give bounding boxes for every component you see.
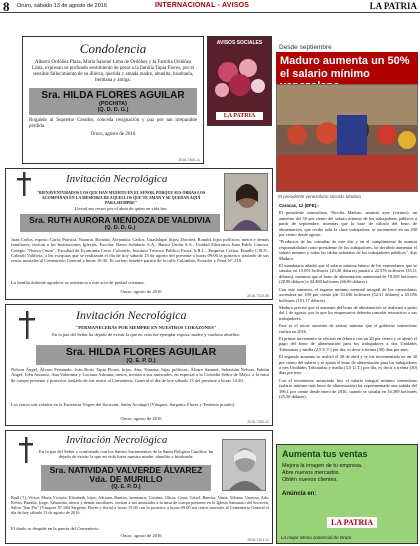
notice-lead: En la paz del Señor ha dejado de existir la que en vida fue ejemplar esposa, madre y cariñosa abuelita: [52, 332, 240, 337]
promo-line: Obtén nuevos clientes. [282, 477, 338, 483]
news-paragraph: El segundo aumento se realizó el 30 de abril y se fue incrementado en un 30 por ciento del salario y se ajustó el bono de alimentación para los trabajadores a tres Unidades Tributarias y media (3,5 U.T.) por día, es decir a treinta (30) días por mes. [279, 354, 417, 376]
notice-title: Invitación Necrológica [66, 434, 168, 446]
social-ads-banner[interactable] [207, 36, 272, 126]
news-headline[interactable]: Maduro aumenta un 50% el salario mínimo [276, 52, 418, 96]
notice-place: Oruro, agosto de 2016 [120, 416, 162, 421]
promo-title: Aumenta tus ventas [282, 449, 368, 459]
promo-slogan: La mejor vitrina comercial de Oruro [281, 535, 352, 540]
notice-code: 2016-7330-12 [247, 420, 269, 424]
news-paragraph: "Productos de las consultas de este día, y en el cumplimiento de nuestra responsabilidad como presidente de los trabajadores, he decidido aumentar el salario mínimo y todas las tablas salariales de los trabajadores públicos", dijo Maduro. [279, 239, 417, 261]
cross-icon [18, 437, 34, 463]
obituary-flores [5, 304, 273, 426]
promo-logo: LA PATRIA [327, 517, 377, 528]
cross-icon [16, 172, 32, 196]
notice-note: El duelo se despide en la puerta del Cementerio. [11, 526, 100, 531]
qddg: (Q. D. D. G.) [104, 225, 136, 231]
portrait-image [223, 440, 266, 491]
header-date: Oruro, sábado 13 de agosto de 2016 [17, 3, 107, 9]
notice-code: 2016-7310-35 [247, 294, 269, 298]
news-paragraph: El mandatario añadió que el salario mínimo básico de los venezolanos que se situaba en 15.051 bolívares (23,40 dólares) pasará a 22.576 bolívares (35,11 dólares), mientras que el bono de alimentación aumentará de 18.585 bolívares (28,90 dólares) a 42.480 bolívares (66,06 dólares). [279, 263, 417, 285]
banner-label: AVISOS SOCIALES [216, 40, 263, 46]
deceased-name: Sra. NATIVIDAD VALVERDE ÁLVAREZ Vda. DE MURILLO [49, 465, 203, 484]
advertising-promo[interactable] [276, 444, 418, 544]
obituary-mendoza [5, 168, 273, 300]
photo-caption: El presidente venezolano Nicolás Maduro [278, 194, 362, 199]
news-paragraph: Maduro precisó que el aumento del bono de alimentación se realizará a partir del 1 de agosto, por lo que los empresarios deberán cancelar retroactivo a sus trabajadores. [279, 304, 417, 321]
news-kicker: Desde septiembre [279, 44, 332, 51]
notice-body: Juan Carlos, esposo; Carla, Patricia, Nazaria, Ricardo, Alejandra, Carlos, Guadalupe, hijos; Dorotea, Ronald, hijos políticos; nietos y demás familiares, invitan a las Instituciones Iglesias, Escolar, Bases Solidario S.A., Banco Unión S.A., Unidad Educativa Juan Pablo Canova, Colegio "Nueva Oruro", Facultad de Economía Cerro Colorado, Instituto Técnico Público Prosa, S.R.L., Empresa Cotiza, Emalle C.B.N., Cabirali Valdivia, a las exequias que se realizarán el día de hoy sábado 13 de agosto del presente a horas 09:00 la posterior traslado de sus restos mortales al Cementerio General a horas 10:30. El cortejo fúnebre partirá de la calle Colombia, Ecuador y Petot N° 218. [11, 237, 269, 264]
notice-title: Invitación Necrológica [66, 173, 168, 185]
deceased-photo [224, 173, 268, 231]
newspaper-logo: LA PATRIA [369, 1, 417, 11]
notice-lead: Llevad sus restos por el alma de quien en vida fue: [74, 206, 168, 211]
qepd: (Q. E. P. D.) [126, 358, 156, 364]
deceased-photo [222, 439, 266, 491]
portrait-image [225, 174, 268, 231]
news-photo [276, 84, 418, 192]
page-header [0, 0, 420, 13]
qddg: (Q. D. D. G.) [97, 107, 129, 113]
banner-brand: LA PATRIA [216, 112, 263, 120]
notice-body: Alberto Ordóñez Plaza, María Salomé Lima de Ordóñez y la Familia Ordóñez Lima, expresan su profundo sentimiento de pesar a la familia Tapia Flores, por el sensible fallecimiento de su dilecta, querida y amada madre, abuelita, bisabuela, hermana y amiga: [31, 60, 195, 83]
cross-icon [18, 311, 36, 339]
promo-line: Abre nuevos mercados. [282, 470, 341, 476]
notice-place: Oruro, agosto de 2016 [120, 289, 162, 294]
notice-quote: "BIENAVENTURADOS LOS QUE HAN MUERTO EN EL SEÑOR, PORQUE SUS OBRAS LOS ACOMPAÑAN EN LA MEMORIA DE AQUELLOS QUE TE AMAN Y SE QUEDAN AQUÍ PARA SIEMPRE" [36, 190, 206, 205]
promo-cta: Anúncia en: [282, 491, 317, 497]
notice-note: La familia doliente agradece su asistencia a este acto de piedad cristiana. [11, 280, 145, 285]
notice-footer: Rogando al Supremo Creador, conceda resignación y paz por tan irreparable pérdida. [29, 118, 197, 129]
name-band [20, 214, 220, 232]
notice-lead: En la paz del Señor y confortado con los Santos Sacramentos de la Santa Religión Católica, ha dejado de existir la que en vida fuera nuestra madre, abuelita y bisabuela: [39, 449, 213, 460]
news-paragraph: Con el incremento anunciado hoy el salario integral mínimo venezolano (salario mínimo más bono de alimentación) ha experimentado una subida del 396,1 por ciento desde enero de 2016, cuando se situaba en 16.389 bolívares (25,50 dólares). [279, 377, 417, 399]
notice-place: Oruro, agosto de 2016 [90, 132, 136, 137]
qepd: (Q. E. P. D.) [111, 484, 141, 490]
notice-quote: "PERMANECERÁS POR SIEMPRE EN NUESTROS CORAZONES" [75, 325, 217, 330]
notice-title: Condolencia [79, 41, 147, 56]
notice-code: 2016-7300-11 [178, 158, 200, 162]
rally-image [277, 85, 418, 192]
name-band [41, 465, 211, 491]
deceased-name: Sra. HILDA FLORES AGUILAR [41, 90, 185, 101]
notice-code: 2016-7301-11 [247, 538, 269, 542]
nickname: (POCHITA) [98, 101, 127, 107]
notice-body: Raúl (†), Víctor, María Victoria, Elizabeth, hijos; Adriana, Ramiro, hermanos; Cristina, Olivia, Cesar, Grisel, Ramiro, Vania, Yohana, Vanessa, Ada, Kevin, Pamela, Jorge, Sebastián, nietos y demás familiares, invitan a sus amistades a la misa de cuerpo presente en la Iglesia Santuario del Socavón, Salón "San Pío" (Vásquez N° 684 Sargento Flores y Soria) a horas 15:00 con la posterior a horas 09:00 sus restos mortales al Cementerio General el día de hoy sábado 13 de agosto de 2016. [11, 495, 269, 515]
section-title: INTERNACIONAL - AVISOS [155, 2, 250, 9]
flowers-image [208, 50, 271, 108]
news-paragraph: Este es el tercer aumento de salario mínimo que el gobierno venezolano realiza en 2016. [279, 323, 417, 334]
obituary-valverde [5, 430, 273, 544]
deceased-name: Sra. HILDA FLORES AGUILAR [65, 346, 217, 358]
name-band [29, 88, 197, 115]
notice-note: Los restos son velados en la Funeraria Virgen del Socavón, Salón Arcángel (Vásquez, Sargento Flores y Teniente proaño). [11, 402, 236, 407]
news-paragraph: El primer incremento se efectuó en febrero con un 20 por ciento y se ajustó el pago del bono de alimentación para los trabajadores a dos Unidades Tributarias y media (2,5 U.T.) por día, es decir a treinta (30) días por mes. [279, 335, 417, 352]
deceased-name: Sra. RUTH AURORA MENDOZA DE VALDIVIA [29, 215, 211, 225]
notice-body: Nelson Ángel, Álvaro Fernando, Iván Boris Tapia Flores, hijos; Ana, Ximena, hijas políticas; Álvaro Samuel, Sebastián Nelson, Fabián Ángel, Iván Antonio, Ana Valentina y Luciana Adriana, nietos, invitan a sus amistades, en especial a la Cofradía Señor de Mayo, a la misa de cuerpo presente y posterior traslado de sus restos al Cementerio General el día de hoy sábado 13 del presente a horas 14:30. [11, 367, 269, 383]
news-dateline: Caracas, 12 (EFE).- [279, 203, 319, 208]
page-number: 8 [3, 0, 10, 14]
news-paragraph: Con este aumento, el ingreso mínimo mensual integral de los venezolanos ascenderá un 100 por ciento (de 33.636 bolívares (52,31 dólares) a 65.056 bolívares (101,17 dólares). [279, 286, 417, 303]
promo-line: Mejora la imagen de tu empresa. [282, 463, 363, 469]
news-lead: El presidente venezolano, Nicolás Maduro, anunció ayer (viernes), un aumento del 50 por ciento del salario mínimo de los trabajadores públicos a partir de septiembre, mientras que la base de cálculo del bono de alimentación, que recibe toda la clase trabajadora, se incrementó en un 200 por ciento desde agosto. [279, 210, 417, 238]
notice-place: Oruro, agosto de 2016 [120, 533, 162, 538]
name-band [36, 345, 246, 365]
notice-title: Invitación Necrológica [76, 308, 187, 322]
condolence-notice [22, 36, 204, 164]
news-body [279, 203, 417, 439]
